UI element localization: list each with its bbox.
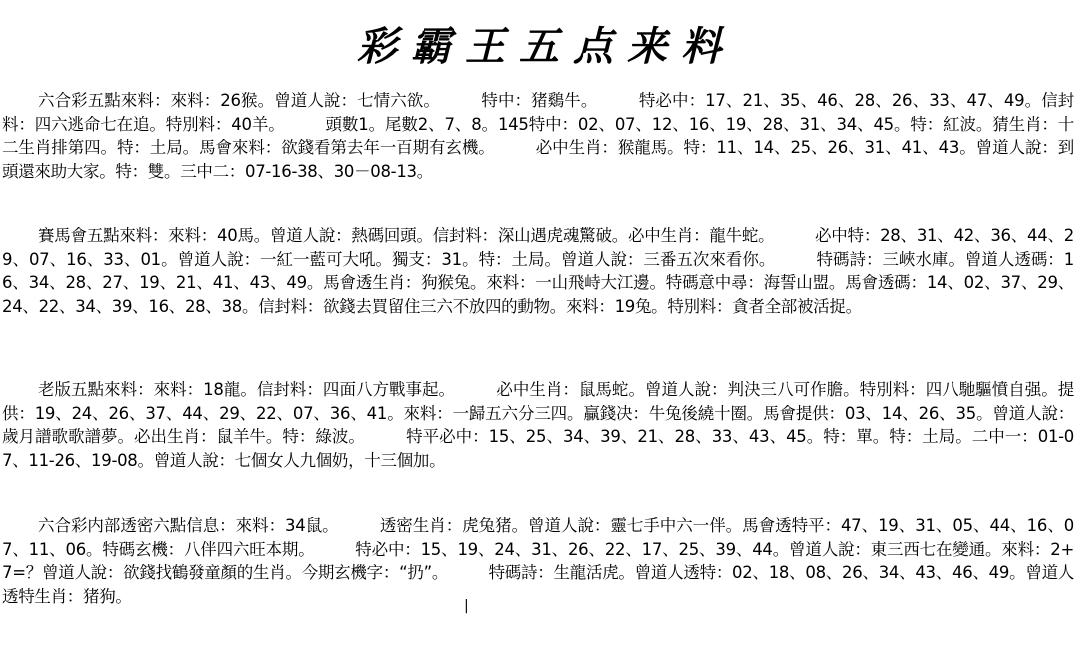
- section-text: 六合彩五點來料：來料：26猴。曾道人說：七情六欲。 特中：猪鷄牛。 特必中：17、21、35、46、28、26、33、47、49。信封料：四六逃命七在追。特別料：40羊。 頭數1。尾數2、7、8。145特中：02、07、12、16、19、28、31、34、45。特：紅波。猜生肖：十二生肖排第四。特：土局。馬會來料：欲錢看第去年一百期有玄機。 必中生肖：猴龍馬。特：11、14、25、26、31、41、43。曾道人說：到頭還來助大家。特：雙。三中二：07-16-38、30－08-13。: [2, 91, 1074, 181]
- section-text: 老版五點來料：來料：18龍。信封料：四面八方戰事起。 必中生肖：鼠馬蛇。曾道人說：判決三八可作膽。特別料：四八馳驅憤自强。提供：19、24、26、37、44、29、22、07、36、41。來料：一歸五六分三四。贏錢决：牛兔後繞十圈。馬會提供：03、14、26、35。曾道人說：歲月譜歌歌譜夢。必出生肖：鼠羊牛。特：綠波。 特平必中：15、25、34、39、21、28、33、43、45。特：單。特：土局。二中一：01-07、11-26、19-08。曾道人說：七個女人九個奶，十三個加。: [2, 380, 1074, 470]
- section-jockey-club-five-points: [2, 224, 1074, 318]
- section-six-mark-five-points: [2, 89, 1074, 183]
- section-text: 賽馬會五點來料：來料：40馬。曾道人說：熱碼回頭。信封料：深山遇虎魂驚破。必中生肖：龍牛蛇。 必中特：28、31、42、36、44、29、07、16、33、01。曾道人說：一紅一藍可大吼。獨支：31。特：土局。曾道人說：三番五次來看你。 特碼詩：三峽水庫。曾道人透碼：16、34、28、27、19、21、41、43、49。馬會透生肖：狗猴兔。來料：一山飛峙大江邊。特碼意中尋：海誓山盟。馬會透碼：14、02、37、29、24、22、34、39、16、28、38。信封料：欲錢去買留住三六不放四的動物。來料：19兔。特別料：貪者全部被活捉。: [2, 226, 1074, 316]
- section-old-edition-five-points: [2, 378, 1074, 472]
- page-title: 彩霸王五点来料: [357, 23, 735, 70]
- stray-mark: |: [464, 598, 469, 614]
- section-text: 六合彩内部透密六點信息：來料：34鼠。 透密生肖：虎兔猪。曾道人說：靈七手中六一伴。馬會透特平：47、19、31、05、44、16、07、11、06。特碼玄機：八伴四六旺本期。 特必中：15、19、24、31、26、22、17、25、39、44。曾道人說：東三西七在變通。來料：2+7=？曾道人說：欲錢找鶴發童顏的生肖。今期玄機字：“扔”。 特碼詩：生龍活虎。曾道人透特：02、18、08、26、34、43、46、49。曾道人透特生肖：猪狗。: [2, 516, 1074, 606]
- section-internal-six-points: [2, 514, 1074, 608]
